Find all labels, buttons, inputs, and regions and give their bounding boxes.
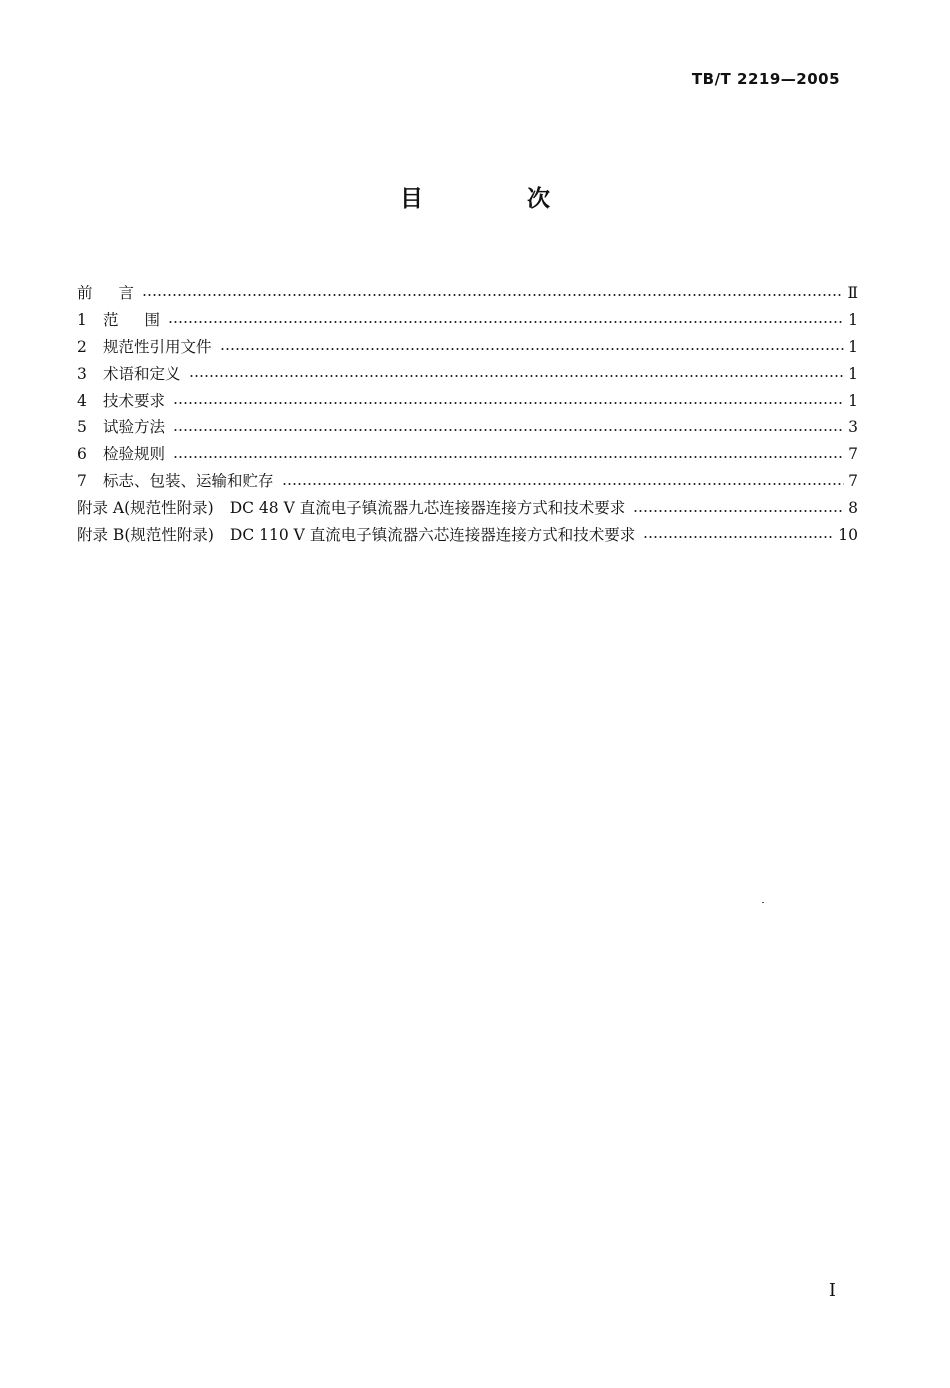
toc-leader-dots — [189, 373, 845, 380]
toc-leader-dots — [168, 319, 844, 326]
toc-annex-prefix: 附录 A(规范性附录) — [77, 499, 214, 518]
toc-leader-dots — [282, 480, 845, 487]
toc-annex-prefix: 附录 B(规范性附录) — [77, 526, 214, 545]
toc-entry-page: 1 — [848, 364, 858, 383]
toc-entry-page: 1 — [848, 337, 858, 356]
toc-entry-2[interactable] — [77, 334, 858, 361]
toc-entry-number: 5 — [77, 418, 87, 437]
toc-leader-dots — [142, 292, 843, 299]
toc-leader-dots — [220, 346, 845, 353]
toc-entry-page: 1 — [848, 310, 858, 329]
toc-entry-page: 8 — [848, 499, 858, 518]
toc-entry-6[interactable] — [77, 441, 858, 468]
toc-entry-annex-b[interactable] — [77, 522, 858, 549]
toc-entry-label: 试验方法 — [103, 418, 166, 437]
toc-entry-label: 范围 — [103, 310, 161, 329]
toc-entry-label: 技术要求 — [103, 391, 166, 410]
toc-entry-page: 1 — [848, 391, 858, 410]
toc-leader-dots — [173, 399, 844, 406]
toc-entry-label: 检验规则 — [103, 445, 166, 464]
toc-entry-number: 3 — [77, 364, 87, 383]
toc-entry-number: 1 — [77, 310, 87, 329]
toc-entry-label: 前言 — [77, 284, 135, 302]
toc-entry-number: 6 — [77, 445, 87, 464]
toc-entry-annex-a[interactable] — [77, 495, 858, 522]
toc-leader-dots — [633, 507, 844, 514]
toc-entry-page: 10 — [838, 526, 858, 545]
toc-leader-dots — [643, 534, 834, 541]
toc-entry-5[interactable] — [77, 414, 858, 441]
toc-entry-number: 7 — [77, 472, 87, 491]
toc-entry-page: 7 — [848, 445, 858, 464]
toc-entry-label: DC 110 V 直流电子镇流器六芯连接器连接方式和技术要求 — [229, 526, 636, 545]
toc-entry-page: Ⅱ — [847, 284, 858, 302]
toc-entry-1[interactable] — [77, 307, 858, 334]
toc-title: 目 次 — [399, 186, 598, 212]
toc-entry-page: 7 — [848, 472, 858, 491]
toc-leader-dots — [173, 426, 844, 433]
toc-entry-4[interactable] — [77, 388, 858, 415]
toc-entry-label: 规范性引用文件 — [103, 337, 212, 356]
table-of-contents — [77, 280, 858, 549]
page-number: Ⅰ — [828, 1280, 836, 1301]
toc-entry-foreword[interactable] — [77, 280, 858, 307]
toc-entry-page: 3 — [848, 418, 858, 437]
toc-entry-label: 术语和定义 — [103, 364, 181, 383]
toc-entry-3[interactable] — [77, 361, 858, 388]
standard-number: TB/T 2219—2005 — [691, 70, 840, 88]
toc-entry-7[interactable] — [77, 468, 858, 495]
toc-leader-dots — [173, 453, 844, 460]
toc-entry-number: 4 — [77, 391, 87, 410]
scan-speck — [762, 902, 764, 903]
toc-entry-label: DC 48 V 直流电子镇流器九芯连接器连接方式和技术要求 — [229, 499, 626, 518]
toc-entry-label: 标志、包装、运输和贮存 — [103, 472, 274, 491]
toc-entry-number: 2 — [77, 337, 87, 356]
